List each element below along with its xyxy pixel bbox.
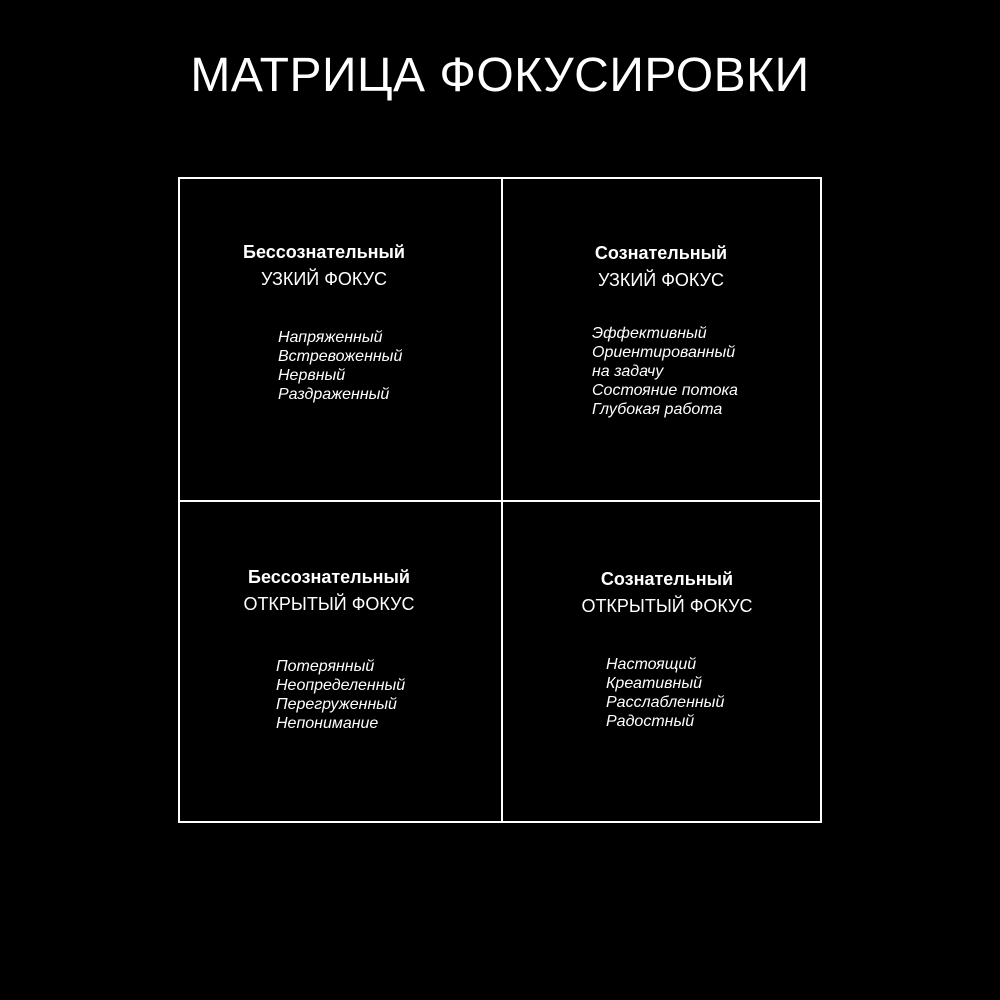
- quadrant-conscious-open: [503, 502, 823, 822]
- trait-item: Креативный: [606, 675, 702, 692]
- quadrant-conscious-narrow: [503, 179, 823, 499]
- quadrant-focus: УЗКИЙ ФОКУС: [260, 269, 388, 289]
- quadrant-unconscious-open: [180, 502, 500, 822]
- trait-item: Глубокая работа: [592, 401, 723, 418]
- quadrant-traits: [276, 657, 405, 733]
- quadrant-heading: [501, 240, 821, 294]
- quadrant-focus: УЗКИЙ ФОКУС: [597, 270, 725, 290]
- quadrant-type: Бессознательный: [243, 242, 405, 262]
- page-title: МАТРИЦА ФОКУСИРОВКИ: [190, 49, 810, 102]
- trait-item: Раздраженный: [278, 386, 390, 403]
- quadrant-type: Сознательный: [594, 243, 728, 263]
- trait-item: Непонимание: [276, 715, 379, 732]
- quadrant-unconscious-narrow: [180, 179, 500, 499]
- trait-item: Неопределенный: [276, 677, 406, 694]
- trait-item: Эффективный: [592, 325, 707, 342]
- trait-item: Потерянный: [276, 658, 375, 675]
- trait-item: Перегруженный: [276, 696, 397, 713]
- quadrant-traits: [278, 328, 402, 404]
- trait-item: Встревоженный: [278, 348, 403, 365]
- trait-item: Напряженный: [278, 329, 383, 346]
- trait-item: Нервный: [278, 367, 346, 384]
- trait-item: Ориентированный: [592, 344, 736, 361]
- trait-item: Расслабленный: [606, 694, 725, 711]
- trait-item: Радостный: [606, 713, 695, 730]
- quadrant-heading: [507, 566, 827, 620]
- trait-item: Настоящий: [606, 656, 697, 673]
- quadrant-focus: ОТКРЫТЫЙ ФОКУС: [243, 594, 415, 614]
- quadrant-heading: [169, 564, 489, 618]
- quadrant-traits: [592, 324, 738, 419]
- focus-matrix: [178, 177, 822, 823]
- quadrant-traits: [606, 655, 724, 731]
- quadrant-type: Сознательный: [600, 569, 734, 589]
- trait-item: Состояние потока: [592, 382, 738, 399]
- quadrant-heading: [164, 239, 484, 293]
- trait-item: на задачу: [592, 363, 664, 380]
- quadrant-focus: ОТКРЫТЫЙ ФОКУС: [581, 596, 753, 616]
- quadrant-type: Бессознательный: [248, 567, 410, 587]
